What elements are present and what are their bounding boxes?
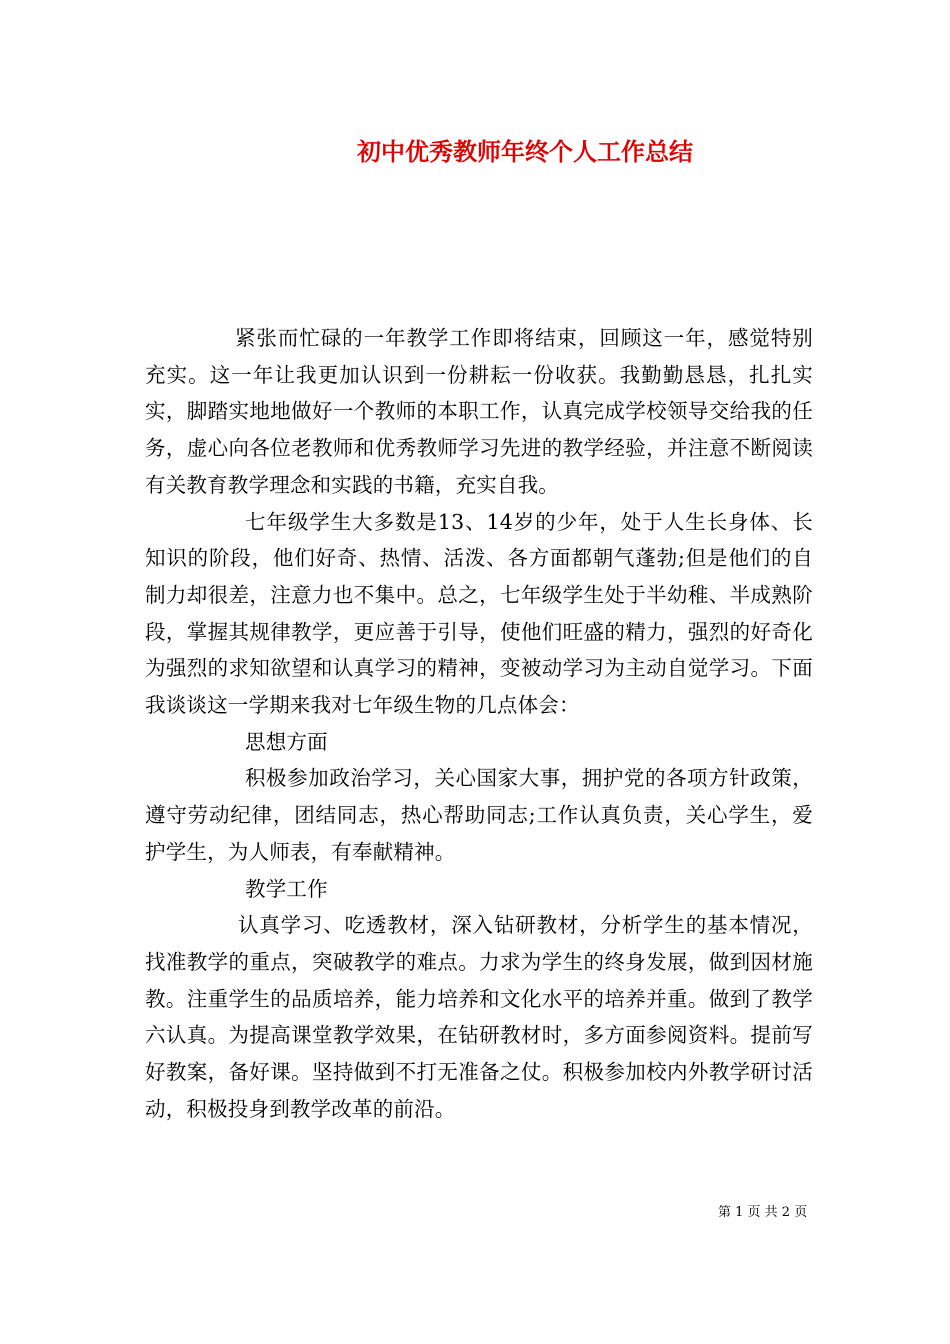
page-number-footer: 第 1 页 共 2 页 [718,1205,808,1220]
paragraph-teaching: 认真学习、吃透教材，深入钻研教材，分析学生的基本情况，找准教学的重点，突破教学的难点。力求为学生的终身发展，做到因材施教。注重学生的品质培养，能力培养和文化水平的培养并重。做到了教学六认真。为提高课堂教学效果，在钻研教材时，多方面参阅资料。提前写好教案，备好课。坚持做到不打无准备之仗。积极参加校内外教学研讨活动，积极投身到教学改革的前沿。 [145,913,813,1121]
paragraph-students: 七年级学生大多数是13、14岁的少年，处于人生长身体、长知识的阶段，他们好奇、热情、活泼、各方面都朝气蓬勃;但是他们的自制力却很差，注意力也不集中。总之，七年级学生处于半幼稚、半成熟阶段，掌握其规律教学，更应善于引导，使他们旺盛的精力，强烈的好奇化为强烈的求知欲望和认真学习的精神，变被动学习为主动自觉学习。下面我谈谈这一学期来我对七年级生物的几点体会： [145,509,813,718]
document-title: 初中优秀教师年终个人工作总结 [357,137,693,166]
paragraph-intro: 紧张而忙碌的一年教学工作即将结束，回顾这一年，感觉特别充实。这一年让我更加认识到一份耕耘一份收获。我勤勤恳恳，扎扎实实，脚踏实地地做好一个教师的本职工作，认真完成学校领导交给我的任务，虚心向各位老教师和优秀教师学习先进的教学经验，并注意不断阅读有关教育教学理念和实践的书籍，充实自我。 [145,326,813,497]
section-heading-teaching: 教学工作 [245,876,328,901]
paragraph-thought: 积极参加政治学习，关心国家大事，拥护党的各项方针政策，遵守劳动纪律，团结同志，热心帮助同志;工作认真负责，关心学生，爱护学生，为人师表，有奉献精神。 [145,766,813,864]
document-body [145,320,813,1127]
section-heading-thought: 思想方面 [245,729,328,754]
